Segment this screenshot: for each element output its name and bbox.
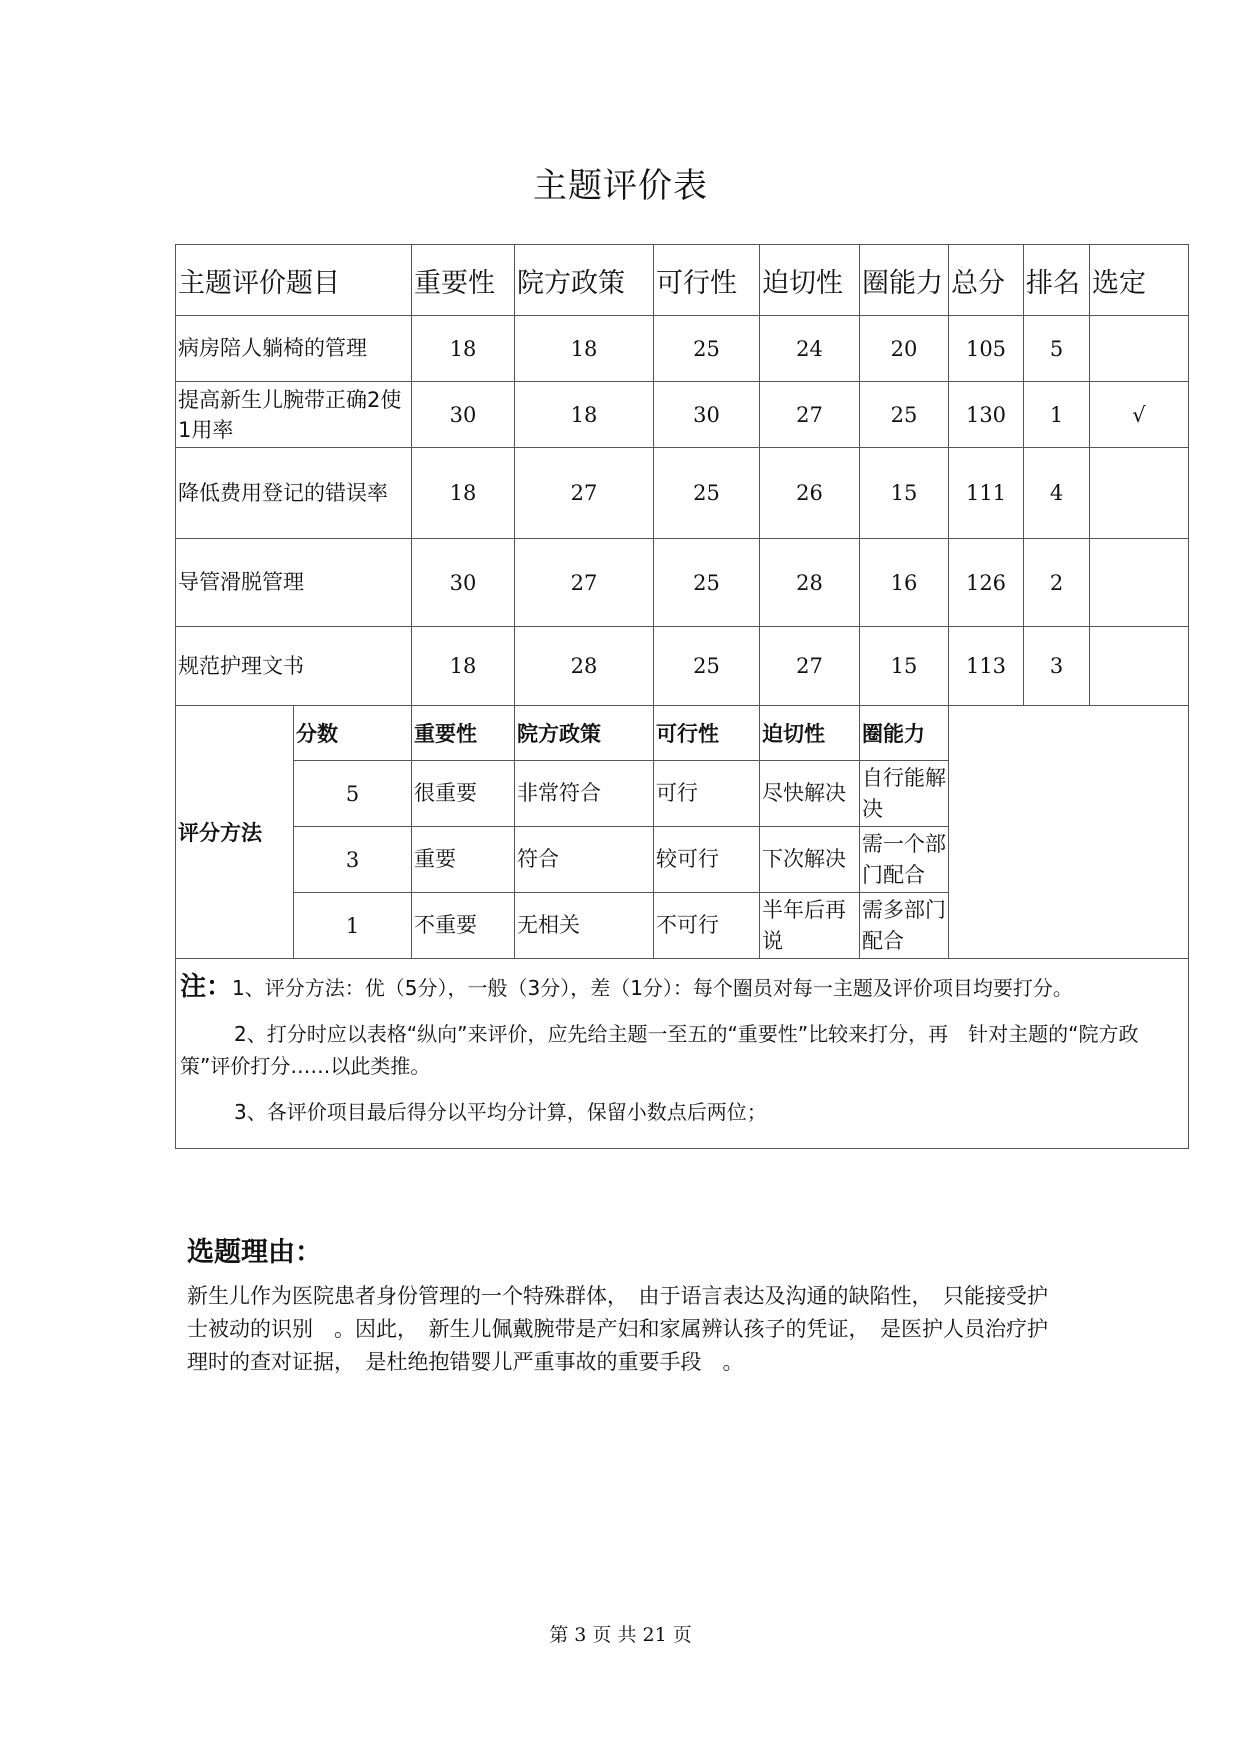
rank: 5 [1024,316,1090,382]
method-header-importance: 重要性 [412,706,515,761]
note-3: 3、各评价项目最后得分以平均分计算，保留小数点后两位； [234,1100,767,1124]
method-feasibility: 不可行 [654,893,760,959]
header-importance: 重要性 [412,245,515,316]
total-score: 105 [949,316,1024,382]
method-header-urgency: 迫切性 [760,706,860,761]
topic-cell: 降低费用登记的错误率 [176,448,412,539]
table-row [176,382,1189,448]
score-feasibility: 25 [654,627,760,706]
method-importance: 很重要 [412,761,515,827]
topic-cell: 规范护理文书 [176,627,412,706]
score-policy: 27 [515,539,654,627]
method-capability: 自行能解决 [860,761,949,827]
score-feasibility: 30 [654,382,760,448]
rank: 4 [1024,448,1090,539]
method-score: 1 [294,893,412,959]
header-rank: 排名 [1024,245,1090,316]
method-header-policy: 院方政策 [515,706,654,761]
score-feasibility: 25 [654,448,760,539]
score-urgency: 24 [760,316,860,382]
header-feasibility: 可行性 [654,245,760,316]
topic-evaluation-table-full [175,244,1189,1149]
method-score: 5 [294,761,412,827]
method-header-feasibility: 可行性 [654,706,760,761]
score-policy: 18 [515,316,654,382]
score-importance: 18 [412,448,515,539]
score-urgency: 27 [760,627,860,706]
selected-mark [1090,448,1189,539]
method-feasibility: 较可行 [654,827,760,893]
score-capability: 15 [860,627,949,706]
score-policy: 18 [515,382,654,448]
table-row [176,448,1189,539]
method-importance: 重要 [412,827,515,893]
table-row [176,627,1189,706]
score-policy: 28 [515,627,654,706]
topic-cell: 提高新生儿腕带正确2使1用率 [176,382,412,448]
note-1-text: 1、评分方法：优（5分），一般（3分），差（1分）：每个圈员对每一主题及评价项目均要打分。 [232,976,1073,1000]
topic-cell: 病房陪人躺椅的管理 [176,316,412,382]
score-urgency: 27 [760,382,860,448]
rank: 1 [1024,382,1090,448]
method-urgency: 尽快解决 [760,761,860,827]
method-feasibility: 可行 [654,761,760,827]
table-header-row [176,245,1189,316]
selected-mark [1090,316,1189,382]
score-importance: 30 [412,382,515,448]
method-urgency: 下次解决 [760,827,860,893]
score-capability: 16 [860,539,949,627]
table-row [176,316,1189,382]
score-urgency: 28 [760,539,860,627]
reason-body: 新生儿作为医院患者身份管理的一个特殊群体， 由于语言表达及沟通的缺陷性， 只能接受护士被动的识别 。因此， 新生儿佩戴腕带是产妇和家属辨认孩子的凭证， 是医护人员治疗护理时的查对证据， 是杜绝抱错婴儿严重事故的重要手段 。 [187,1284,1048,1374]
notes-label: 注： [180,972,233,1002]
score-capability: 15 [860,448,949,539]
score-importance: 18 [412,627,515,706]
total-score: 113 [949,627,1024,706]
score-feasibility: 25 [654,539,760,627]
header-urgency: 迫切性 [760,245,860,316]
method-header-score: 分数 [294,706,412,761]
note-2: 2、打分时应以表格“纵向”来评价，应先给主题一至五的“重要性”比较来打分，再 针对主题的“院方政策”评价打分……以此类推。 [180,1022,1139,1078]
score-capability: 25 [860,382,949,448]
header-selected: 选定 [1090,245,1189,316]
method-blank-area [949,706,1189,959]
header-policy: 院方政策 [515,245,654,316]
method-policy: 符合 [515,827,654,893]
header-total: 总分 [949,245,1024,316]
reason-title: 选题理由： [187,1237,322,1268]
notes-cell [176,959,1189,1149]
method-label: 评分方法 [176,706,294,959]
score-policy: 27 [515,448,654,539]
table-row [176,539,1189,627]
page-title: 主题评价表 [533,166,708,206]
score-importance: 30 [412,539,515,627]
method-capability: 需多部门配合 [860,893,949,959]
total-score: 126 [949,539,1024,627]
score-feasibility: 25 [654,316,760,382]
header-topic: 主题评价题目 [176,245,412,316]
page-footer: 第 3 页 共 21 页 [549,1624,692,1646]
total-score: 111 [949,448,1024,539]
method-policy: 无相关 [515,893,654,959]
method-importance: 不重要 [412,893,515,959]
header-capability: 圈能力 [860,245,949,316]
method-capability: 需一个部门配合 [860,827,949,893]
rank: 3 [1024,627,1090,706]
method-header-capability: 圈能力 [860,706,949,761]
score-capability: 20 [860,316,949,382]
method-policy: 非常符合 [515,761,654,827]
method-score: 3 [294,827,412,893]
selected-mark [1090,627,1189,706]
method-urgency: 半年后再说 [760,893,860,959]
total-score: 130 [949,382,1024,448]
note-1 [180,971,1184,1004]
notes-row [176,959,1189,1149]
score-urgency: 26 [760,448,860,539]
score-importance: 18 [412,316,515,382]
rank: 2 [1024,539,1090,627]
method-header-row [176,706,1189,761]
selected-mark: √ [1090,382,1189,448]
selected-mark [1090,539,1189,627]
topic-cell: 导管滑脱管理 [176,539,412,627]
